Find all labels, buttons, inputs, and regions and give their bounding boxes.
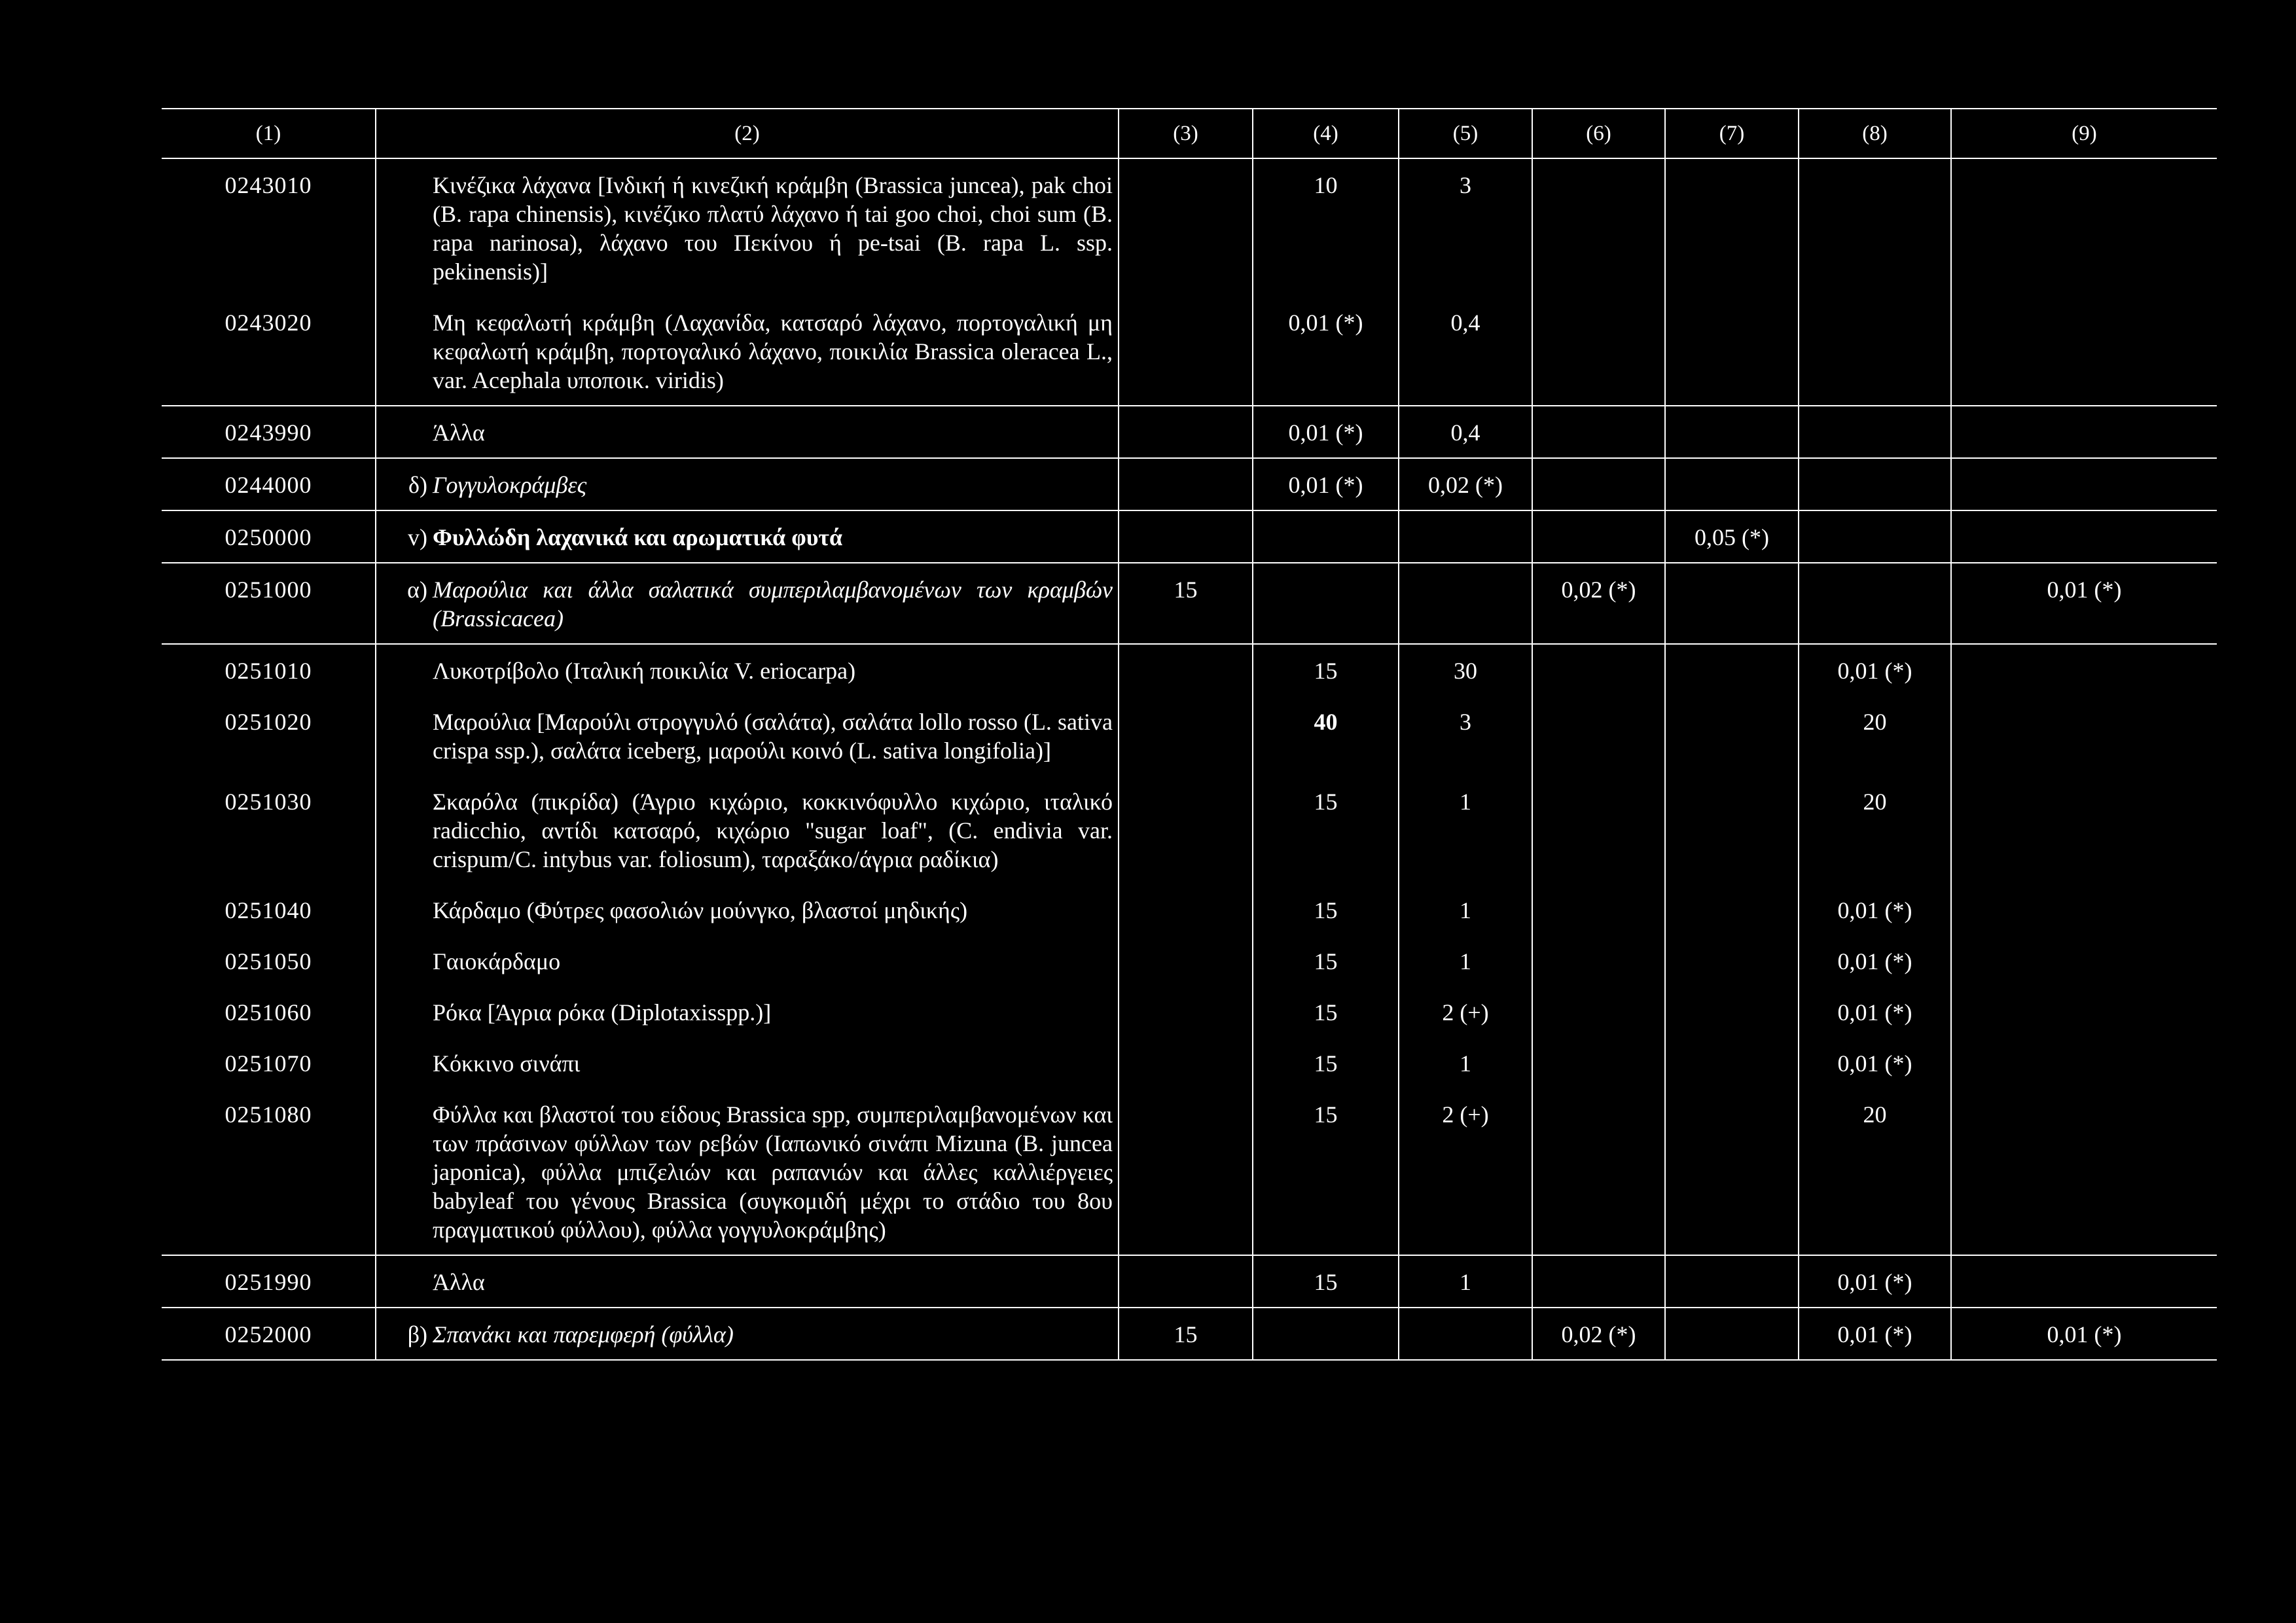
limit-value-c3 [1119,510,1253,563]
category-prefix [382,787,433,874]
limit-value-c7 [1665,776,1799,884]
table-row [162,776,2217,884]
product-code-cell: 0244000 [162,458,376,510]
mrl-table [162,108,2217,1361]
table-row [162,696,2217,776]
limit-value-c8: 0,01 (*) [1799,986,1951,1037]
product-code-cell: 0251020 [224,709,312,735]
description-wrap [382,998,1113,1027]
product-code-cell: 0252000 [162,1308,376,1360]
limit-value-c5: 1 [1399,884,1532,935]
product-code-cell: 0251070 [224,1050,312,1077]
limit-value-c8 [1799,563,1951,644]
product-description: Μαρούλια και άλλα σαλατικά συμπεριλαμβανομένων των κραμβών (Brassicacea) [433,577,1113,632]
limit-value-c4: 15 [1253,1037,1399,1088]
product-description: Φυλλώδη λαχανικά και αρωματικά φυτά [433,524,843,550]
mrl-table-container [162,108,2217,1361]
limit-value-c8: 0,01 (*) [1799,1255,1951,1308]
limit-value-c9 [1951,296,2217,406]
column-header: (8) [1799,109,1951,158]
table-row [162,1308,2217,1360]
description-wrap [382,707,1113,765]
product-code-cell: 0251030 [224,789,312,815]
limit-value-c6 [1532,406,1665,458]
product-code-cell: 0251050 [224,948,312,974]
limit-value-c6: 0,02 (*) [1532,1308,1665,1360]
limit-value-c8: 0,01 (*) [1799,644,1951,696]
table-row [162,935,2217,986]
product-code-cell: 0251040 [224,897,312,923]
product-description: Φύλλα και βλαστοί του είδους Brassica spp, συμπεριλαμβανομένων και των πράσινων φύλλων των ρεβών (Ιαπωνικό σινάπι Mizuna (B. juncea japonica), φύλλα μπιζελιών και ραπανιών και άλλες καλλιέργειες babyleaf του γένους Brassica (συγκομιδή μέχρι το στάδιο του 8ου πραγματικού φύλλου), φύλλα γογγυλοκράμβης) [433,1101,1113,1243]
column-header: (1) [162,109,376,158]
product-description: Άλλα [433,419,485,446]
product-code-cell: 0251010 [224,658,312,684]
limit-value-c3 [1119,986,1253,1037]
limit-value-c4: 15 [1253,884,1399,935]
limit-value-c3 [1119,1088,1253,1255]
description-wrap [382,1049,1113,1078]
category-prefix [382,998,433,1027]
limit-value-c5: 3 [1399,696,1532,776]
table-row [162,158,2217,296]
product-description-cell [376,884,1119,935]
limit-value-c9 [1951,644,2217,696]
limit-value-c9: 0,01 (*) [1951,1308,2217,1360]
description-wrap [382,471,1113,499]
limit-value-c7 [1665,644,1799,696]
limit-value-c5 [1399,1308,1532,1360]
limit-value-c3 [1119,458,1253,510]
product-code-cell: 0243010 [224,172,312,198]
limit-value-c3 [1119,884,1253,935]
column-header: (5) [1399,109,1532,158]
product-description-cell [376,296,1119,406]
column-header: (2) [376,109,1119,158]
limit-value-c8: 20 [1799,696,1951,776]
limit-value-c3 [1119,158,1253,296]
product-description-cell [376,1088,1119,1255]
table-row [162,1088,2217,1255]
limit-value-c6 [1532,884,1665,935]
table-row [162,1255,2217,1308]
product-description-cell [376,1308,1119,1360]
limit-value-c3 [1119,935,1253,986]
description-wrap [382,171,1113,286]
category-prefix [382,171,433,286]
category-prefix [382,707,433,765]
limit-value-c4: 15 [1253,986,1399,1037]
limit-value-c8: 20 [1799,776,1951,884]
category-prefix [382,896,433,925]
product-description-cell [376,158,1119,296]
category-prefix [382,656,433,685]
limit-value-c3 [1119,776,1253,884]
description-wrap [382,1100,1113,1244]
limit-value-c8: 0,01 (*) [1799,1308,1951,1360]
product-description: Ρόκα [Άγρια ρόκα (Diplotaxisspp.)] [433,999,772,1026]
limit-value-c5 [1399,510,1532,563]
limit-value-c8: 0,01 (*) [1799,884,1951,935]
limit-value-c5 [1399,563,1532,644]
limit-value-c6 [1532,696,1665,776]
category-prefix: δ) [408,472,427,498]
category-prefix [382,418,433,447]
limit-value-c8: 20 [1799,1088,1951,1255]
table-row [162,644,2217,696]
limit-value-c5: 1 [1399,1037,1532,1088]
column-header: (6) [1532,109,1665,158]
limit-value-c8 [1799,158,1951,296]
product-description: Λυκοτρίβολο (Ιταλική ποικιλία V. eriocarpa) [433,658,856,684]
limit-value-c6 [1532,935,1665,986]
limit-value-c5: 2 (+) [1399,986,1532,1037]
description-wrap [382,1320,1113,1349]
limit-value-c5: 0,4 [1399,296,1532,406]
product-description-cell [376,406,1119,458]
limit-value-c8: 0,01 (*) [1799,935,1951,986]
limit-value-c6 [1532,1088,1665,1255]
limit-value-c4 [1253,563,1399,644]
table-row [162,986,2217,1037]
category-prefix [382,308,433,395]
limit-value-c5: 0,02 (*) [1399,458,1532,510]
limit-value-c7 [1665,296,1799,406]
description-wrap [382,787,1113,874]
category-prefix: v) [408,524,427,550]
limit-value-c9 [1951,986,2217,1037]
limit-value-c4: 0,01 (*) [1253,296,1399,406]
limit-value-c4: 15 [1253,644,1399,696]
limit-value-c5: 30 [1399,644,1532,696]
limit-value-c8 [1799,406,1951,458]
description-wrap [382,1268,1113,1296]
limit-value-c4: 15 [1253,1088,1399,1255]
column-header: (3) [1119,109,1253,158]
limit-value-c9 [1951,1037,2217,1088]
category-prefix: α) [407,577,427,603]
category-prefix [382,1100,433,1244]
product-description: Γογγυλοκράμβες [433,472,587,498]
product-code-cell: 0243020 [162,296,376,406]
limit-value-c3 [1119,296,1253,406]
limit-value-c9 [1951,696,2217,776]
column-header: (4) [1253,109,1399,158]
product-description: Άλλα [433,1269,485,1295]
limit-value-c3 [1119,696,1253,776]
limit-value-c7 [1665,1088,1799,1255]
limit-value-c8 [1799,458,1951,510]
header-row [162,109,2217,158]
limit-value-c4: 15 [1253,776,1399,884]
limit-value-c4: 15 [1253,935,1399,986]
limit-value-c5: 1 [1399,776,1532,884]
description-wrap [382,656,1113,685]
limit-value-c3 [1119,1255,1253,1308]
table-row [162,1037,2217,1088]
product-description: Μαρούλια [Μαρούλι στρογγυλό (σαλάτα), σαλάτα lollo rosso (L. sativa crispa ssp.), σαλάτα iceberg, μαρούλι κοινό (L. sativa longifolia)] [433,709,1113,764]
table-row [162,510,2217,563]
table-header [162,109,2217,158]
product-description-cell [376,1255,1119,1308]
limit-value-c7 [1665,884,1799,935]
product-description-cell [376,986,1119,1037]
limit-value-c6 [1532,986,1665,1037]
description-wrap [382,575,1113,633]
limit-value-c7 [1665,986,1799,1037]
limit-value-c5: 1 [1399,935,1532,986]
product-description: Κόκκινο σινάπι [433,1050,581,1077]
description-wrap [382,896,1113,925]
product-description: Σκαρόλα (πικρίδα) (Άγριο κιχώριο, κοκκινόφυλλο κιχώριο, ιταλικό radicchio, αντίδι κατσαρό, κιχώριο "sugar loaf", (C. endivia var. crispum/C. intybus var. foliosum), ταραξάκο/άγρια ραδίκια) [433,789,1113,872]
limit-value-c6 [1532,644,1665,696]
limit-value-c6: 0,02 (*) [1532,563,1665,644]
limit-value-c7 [1665,1255,1799,1308]
limit-value-c7 [1665,1308,1799,1360]
limit-value-c9 [1951,458,2217,510]
limit-value-c7: 0,05 (*) [1665,510,1799,563]
column-header: (7) [1665,109,1799,158]
table-row [162,406,2217,458]
category-prefix: β) [407,1321,427,1347]
limit-value-c9 [1951,884,2217,935]
table-row [162,458,2217,510]
limit-value-c4 [1253,510,1399,563]
product-description-cell [376,935,1119,986]
product-description-cell [376,644,1119,696]
category-prefix [382,1049,433,1078]
product-code-cell: 0243990 [162,406,376,458]
table-body [162,158,2217,1360]
limit-value-c3: 15 [1119,563,1253,644]
limit-value-c6 [1532,510,1665,563]
product-description-cell [376,696,1119,776]
limit-value-c6 [1532,1255,1665,1308]
limit-value-c6 [1532,158,1665,296]
product-code-cell: 0251990 [162,1255,376,1308]
category-prefix [382,1268,433,1296]
limit-value-c9 [1951,1088,2217,1255]
limit-value-c9 [1951,510,2217,563]
table-row [162,296,2217,406]
column-header: (9) [1951,109,2217,158]
product-description-cell [376,458,1119,510]
limit-value-c7 [1665,458,1799,510]
product-code-cell: 0250000 [162,510,376,563]
product-description-cell [376,776,1119,884]
limit-value-c6 [1532,776,1665,884]
limit-value-c6 [1532,296,1665,406]
limit-value-c8 [1799,296,1951,406]
limit-value-c4 [1253,1308,1399,1360]
limit-value-c9 [1951,406,2217,458]
limit-value-c4: 15 [1253,1255,1399,1308]
limit-value-c7 [1665,406,1799,458]
product-code-cell: 0251080 [162,1088,376,1255]
description-wrap [382,418,1113,447]
limit-value-c9 [1951,776,2217,884]
limit-value-c9: 0,01 (*) [1951,563,2217,644]
limit-value-c3: 15 [1119,1308,1253,1360]
limit-value-c8: 0,01 (*) [1799,1037,1951,1088]
limit-value-c6 [1532,1037,1665,1088]
table-row [162,884,2217,935]
limit-value-c4: 0,01 (*) [1253,406,1399,458]
product-description-cell [376,510,1119,563]
category-prefix [382,947,433,976]
limit-value-c5: 0,4 [1399,406,1532,458]
limit-value-c8 [1799,510,1951,563]
limit-value-c9 [1951,158,2217,296]
limit-value-c4: 0,01 (*) [1253,458,1399,510]
limit-value-c9 [1951,935,2217,986]
product-description: Σπανάκι και παρεμφερή (φύλλα) [433,1321,734,1347]
limit-value-c5: 1 [1399,1255,1532,1308]
limit-value-c3 [1119,1037,1253,1088]
limit-value-c4: 10 [1253,158,1399,296]
limit-value-c9 [1951,1255,2217,1308]
limit-value-c5: 2 (+) [1399,1088,1532,1255]
product-description: Κάρδαμο (Φύτρες φασολιών μούνγκο, βλαστοί μηδικής) [433,897,968,923]
product-description-cell [376,1037,1119,1088]
limit-value-c7 [1665,158,1799,296]
product-description-cell [376,563,1119,644]
limit-value-c4: 40 [1253,696,1399,776]
limit-value-c7 [1665,696,1799,776]
limit-value-c7 [1665,935,1799,986]
description-wrap [382,308,1113,395]
limit-value-c5: 3 [1399,158,1532,296]
description-wrap [382,523,1113,552]
table-row [162,563,2217,644]
limit-value-c3 [1119,644,1253,696]
product-description: Κινέζικα λάχανα [Ινδική ή κινεζική κράμβη (Brassica juncea), pak choi (B. rapa chinensis), κινέζικο πλατύ λάχανο ή tai goo choi, choi sum (B. rapa narinosa), λάχανο του Πεκίνου ή pe-tsai (B. rapa L. ssp. pekinensis)] [433,172,1113,285]
description-wrap [382,947,1113,976]
product-code-cell: 0251060 [224,999,312,1026]
limit-value-c3 [1119,406,1253,458]
product-description: Γαιοκάρδαμο [433,948,561,974]
product-description: Μη κεφαλωτή κράμβη (Λαχανίδα, κατσαρό λάχανο, πορτογαλική μη κεφαλωτή κράμβη, πορτογαλικό λάχανο, ποικιλία Brassica oleracea L., var. Acephala υποποικ. viridis) [433,310,1113,393]
limit-value-c6 [1532,458,1665,510]
product-code-cell: 0251000 [162,563,376,644]
limit-value-c7 [1665,563,1799,644]
limit-value-c7 [1665,1037,1799,1088]
